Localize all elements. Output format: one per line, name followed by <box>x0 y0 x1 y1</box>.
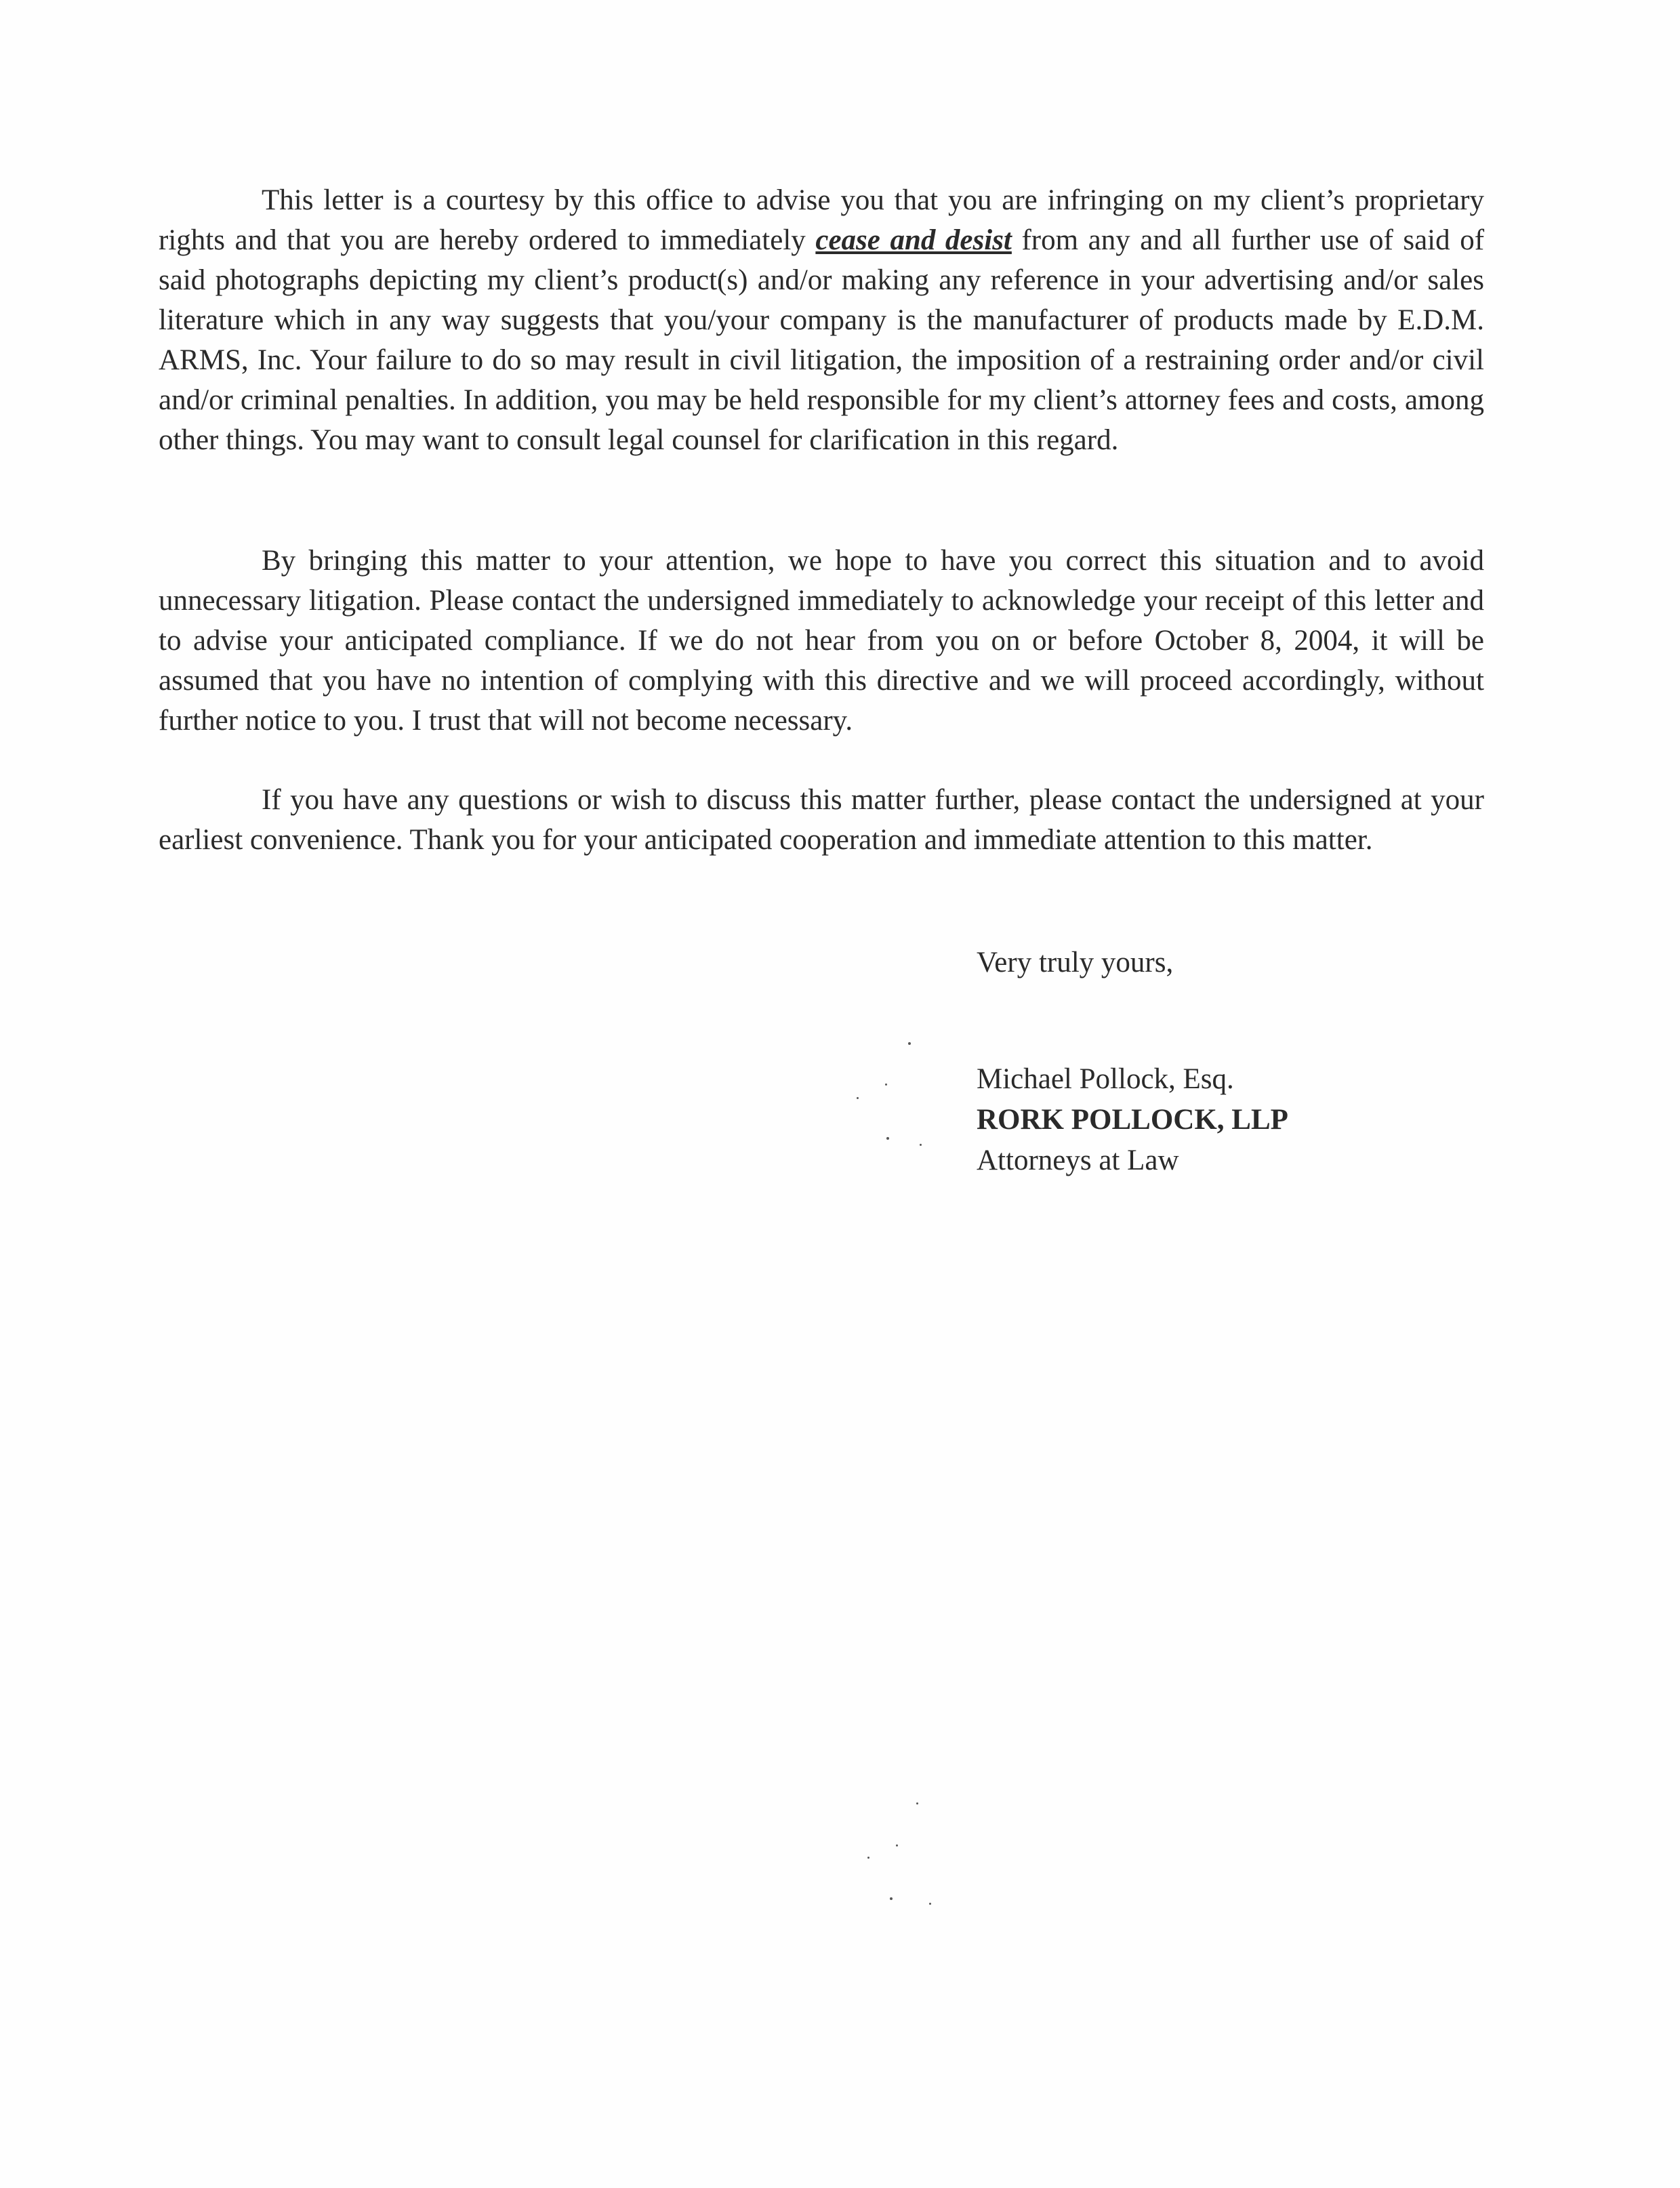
cease-and-desist-emphasis: cease and desist <box>815 224 1012 256</box>
letter-paragraph-3 <box>159 780 1484 860</box>
letter-paragraph-2 <box>159 541 1484 741</box>
paragraph-3-text: If you have any questions or wish to discuss this matter further, please contact the undersigned at your earliest convenience. Thank you for your anticipated cooperation and immediate attention to this matter. <box>159 784 1484 856</box>
paragraph-1-text-before: This letter is a courtesy by this office to advise you that you are infringing on my client’s proprietary rights and that you are hereby ordered to immediately <box>159 184 1484 256</box>
signer-firm: RORK POLLOCK, LLP <box>977 1104 1288 1136</box>
scan-speck <box>890 1897 893 1900</box>
scan-speck <box>885 1083 887 1086</box>
letter-paragraph-1 <box>159 180 1484 460</box>
signer-title: Attorneys at Law <box>977 1144 1179 1176</box>
scan-speck <box>916 1802 918 1804</box>
scan-speck <box>857 1097 859 1099</box>
scan-speck <box>920 1144 922 1146</box>
scan-speck <box>908 1042 911 1045</box>
scan-speck <box>867 1857 869 1859</box>
signer-name: Michael Pollock, Esq. <box>977 1063 1234 1095</box>
closing-salutation: Very truly yours, <box>977 947 1174 978</box>
paragraph-2-text: By bringing this matter to your attention, we hope to have you correct this situation and to avoid unnecessary litigation. Please contact the undersigned immediately to acknowledge your receipt of this letter and to advise your anticipated compliance. If we do not hear from you on or before October 8, 2004, it will be assumed that you have no intention of complying with this directive and we will proceed accordingly, without further notice to you. I trust that will not become necessary. <box>159 545 1484 737</box>
scan-speck <box>929 1903 931 1905</box>
paragraph-1-text-after: from any and all further use of said of said photographs depicting my client’s product(s) and/or making any reference in your advertising and/or sales literature which in any way suggests that you/your company is the manufacturer of products made by E.D.M. ARMS, Inc. Your failure to do so may result in civil litigation, the imposition of a restraining order and/or civil and/or criminal penalties. In addition, you may be held responsible for my client’s attorney fees and costs, among other things. You may want to consult legal counsel for clarification in this regard. <box>159 224 1485 456</box>
scan-speck <box>886 1137 889 1140</box>
scan-speck <box>896 1844 898 1846</box>
